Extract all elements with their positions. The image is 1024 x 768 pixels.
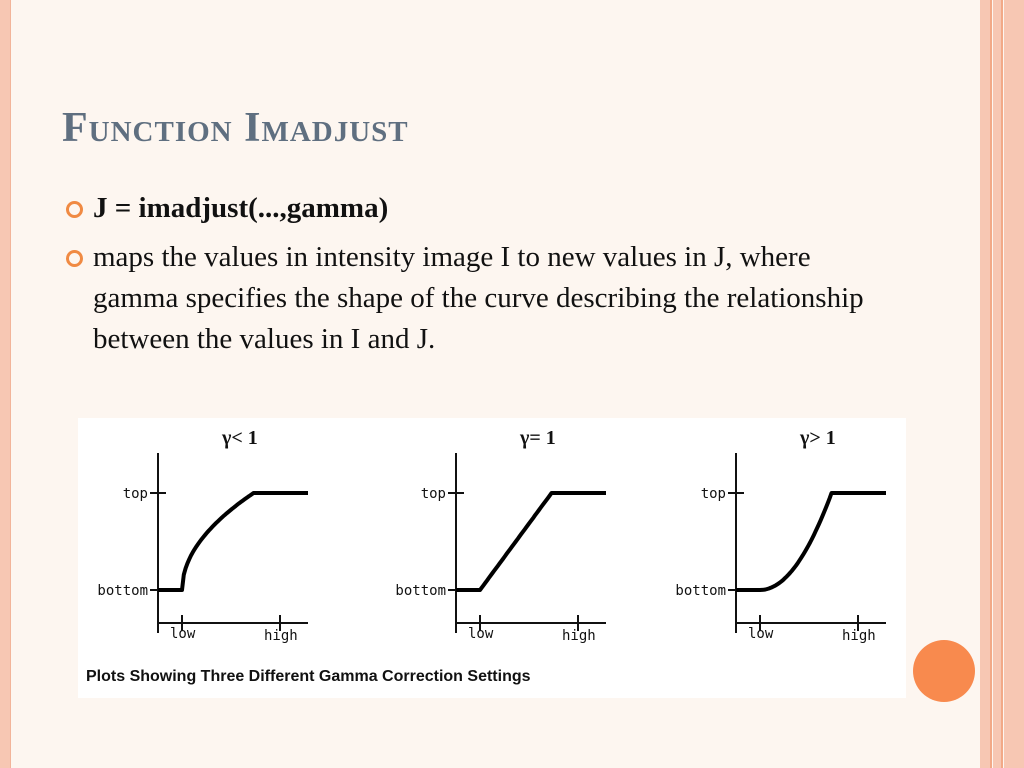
- bullet-item: [62, 188, 892, 229]
- bullet-item: [62, 237, 892, 360]
- bottom-label: bottom: [97, 583, 148, 599]
- gamma-figure: [78, 418, 906, 698]
- low-label: low: [468, 626, 494, 642]
- bullet-circle-icon: [66, 250, 83, 267]
- right-border-stripe: [993, 0, 1001, 768]
- bottom-label: bottom: [675, 583, 726, 599]
- bottom-label: bottom: [395, 583, 446, 599]
- bullet-circle-icon: [66, 201, 83, 218]
- plot-title: γ= 1: [520, 427, 556, 449]
- right-border-line: [990, 0, 992, 768]
- right-border-stripe: [1004, 0, 1024, 768]
- figure-caption: Plots Showing Three Different Gamma Correction Settings: [86, 668, 531, 685]
- low-label: low: [170, 626, 196, 642]
- low-label: low: [748, 626, 774, 642]
- plot-title: γ> 1: [800, 427, 836, 449]
- top-label: top: [420, 486, 446, 502]
- top-label: top: [700, 486, 726, 502]
- plot-title: γ< 1: [222, 427, 258, 449]
- gamma-curve: [736, 493, 886, 590]
- slide-title: Function Imadjust: [62, 105, 409, 151]
- decorative-circle: [913, 640, 975, 702]
- bullet-text: J = imadjust(...,gamma): [93, 192, 389, 224]
- bullet-list: [62, 188, 892, 368]
- right-border-line: [1001, 0, 1003, 768]
- left-border: [0, 0, 11, 768]
- high-label: high: [264, 628, 298, 644]
- right-border-stripe: [980, 0, 990, 768]
- gamma-curve: [456, 493, 606, 590]
- gamma-curve: [158, 493, 308, 590]
- gamma-plots-svg: [78, 418, 906, 698]
- high-label: high: [842, 628, 876, 644]
- bullet-text: maps the values in intensity image I to new values in J, where gamma specifies the shape of the curve describing the relationship between the values in I and J.: [93, 241, 864, 355]
- top-label: top: [122, 486, 148, 502]
- high-label: high: [562, 628, 596, 644]
